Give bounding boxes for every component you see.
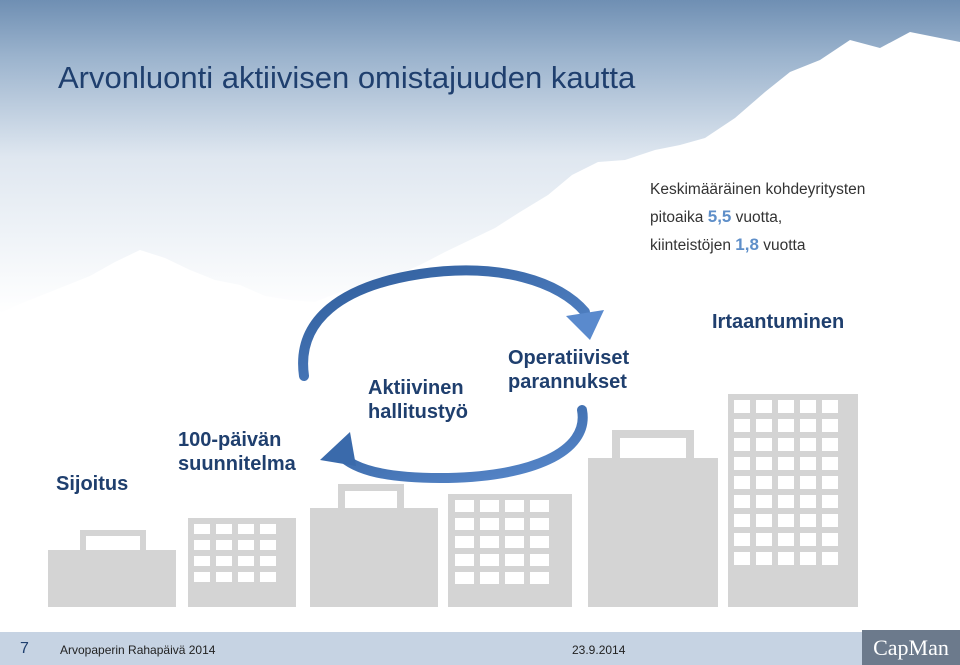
event-name: Arvopaperin Rahapäivä 2014 [60,643,216,657]
window [194,524,210,534]
cycle-arrow-top-head [566,310,604,340]
window [800,438,816,451]
page-title: Arvonluonti aktiivisen omistajuuden kautta [58,60,636,95]
window [734,552,750,565]
capman-logo [862,630,960,665]
window [778,476,794,489]
window [800,419,816,432]
window [756,495,772,508]
stats-line-2-prefix: pitoaika [650,209,708,226]
window [260,572,276,582]
window [260,524,276,534]
window [756,400,772,413]
window [778,457,794,470]
window [455,536,474,548]
cycle-arrow-bottom-head [320,432,356,466]
window [455,518,474,530]
window [505,500,524,512]
window [238,540,254,550]
window [778,419,794,432]
window [194,572,210,582]
window [480,536,499,548]
building-large-block [588,430,718,607]
window [734,457,750,470]
window [822,495,838,508]
window [822,457,838,470]
stage-100-day-plan-line-1: 100-päivän [178,429,282,451]
window [530,500,549,512]
window [480,554,499,566]
window [778,400,794,413]
stats-line-3-suffix: vuotta [758,237,806,254]
stage-active-board-work-line-2: hallitustyö [368,401,469,423]
window [756,476,772,489]
window [734,438,750,451]
stage-active-board-work-line-1: Aktiivinen [368,377,464,399]
window [260,540,276,550]
window [778,495,794,508]
window [505,536,524,548]
window [800,495,816,508]
window [800,457,816,470]
window [216,540,232,550]
stage-active-board-work [368,376,468,424]
stage-operational-improvements [508,346,629,394]
window [260,556,276,566]
window [734,533,750,546]
window [480,518,499,530]
window [455,554,474,566]
window [756,514,772,527]
window [530,536,549,548]
window [756,419,772,432]
stats-line-2 [650,203,865,231]
building-investment [48,530,176,607]
capman-logo-text: CapMan [873,635,949,660]
window [822,533,838,546]
stage-100-day-plan-line-2: suunnitelma [178,453,296,475]
stage-exit-line-1: Irtaantuminen [712,311,845,333]
holding-period-companies: 5,5 [707,207,732,226]
window [734,400,750,413]
window [800,476,816,489]
window [238,524,254,534]
window [734,514,750,527]
window [822,514,838,527]
window [530,554,549,566]
stats-line-1: Keskimääräinen kohdeyritysten [650,181,866,198]
holding-period-note [650,176,865,259]
stage-exit [712,310,844,334]
slide-number: 7 [20,640,29,657]
stats-line-2-suffix: vuotta, [731,209,783,226]
window [778,514,794,527]
window [194,540,210,550]
stage-investment [56,472,128,496]
window [455,572,474,584]
window [480,572,499,584]
window [734,419,750,432]
window [216,556,232,566]
window [756,533,772,546]
window [822,438,838,451]
window [530,518,549,530]
window [505,518,524,530]
stage-operational-improvements-line-1: Operatiiviset [508,347,630,369]
window [505,554,524,566]
window [822,476,838,489]
window [778,552,794,565]
window [480,500,499,512]
stage-operational-improvements-line-2: parannukset [508,371,627,393]
window [505,572,524,584]
window [455,500,474,512]
window [800,400,816,413]
window [734,476,750,489]
window [778,438,794,451]
window [822,552,838,565]
window [238,572,254,582]
window [778,533,794,546]
window [756,438,772,451]
window [756,457,772,470]
window [800,514,816,527]
window [194,556,210,566]
stats-line-3-prefix: kiinteistöjen [650,237,736,254]
stats-line-3 [650,231,865,259]
window [530,572,549,584]
window [800,533,816,546]
event-date: 23.9.2014 [572,643,626,657]
window [756,552,772,565]
building-board-work [310,484,438,607]
stage-100-day-plan [178,428,296,476]
window [822,400,838,413]
window [216,524,232,534]
holding-period-real-estate: 1,8 [735,235,759,254]
window [800,552,816,565]
window [238,556,254,566]
window [216,572,232,582]
window [822,419,838,432]
window [734,495,750,508]
stage-investment-line-1: Sijoitus [56,473,129,495]
